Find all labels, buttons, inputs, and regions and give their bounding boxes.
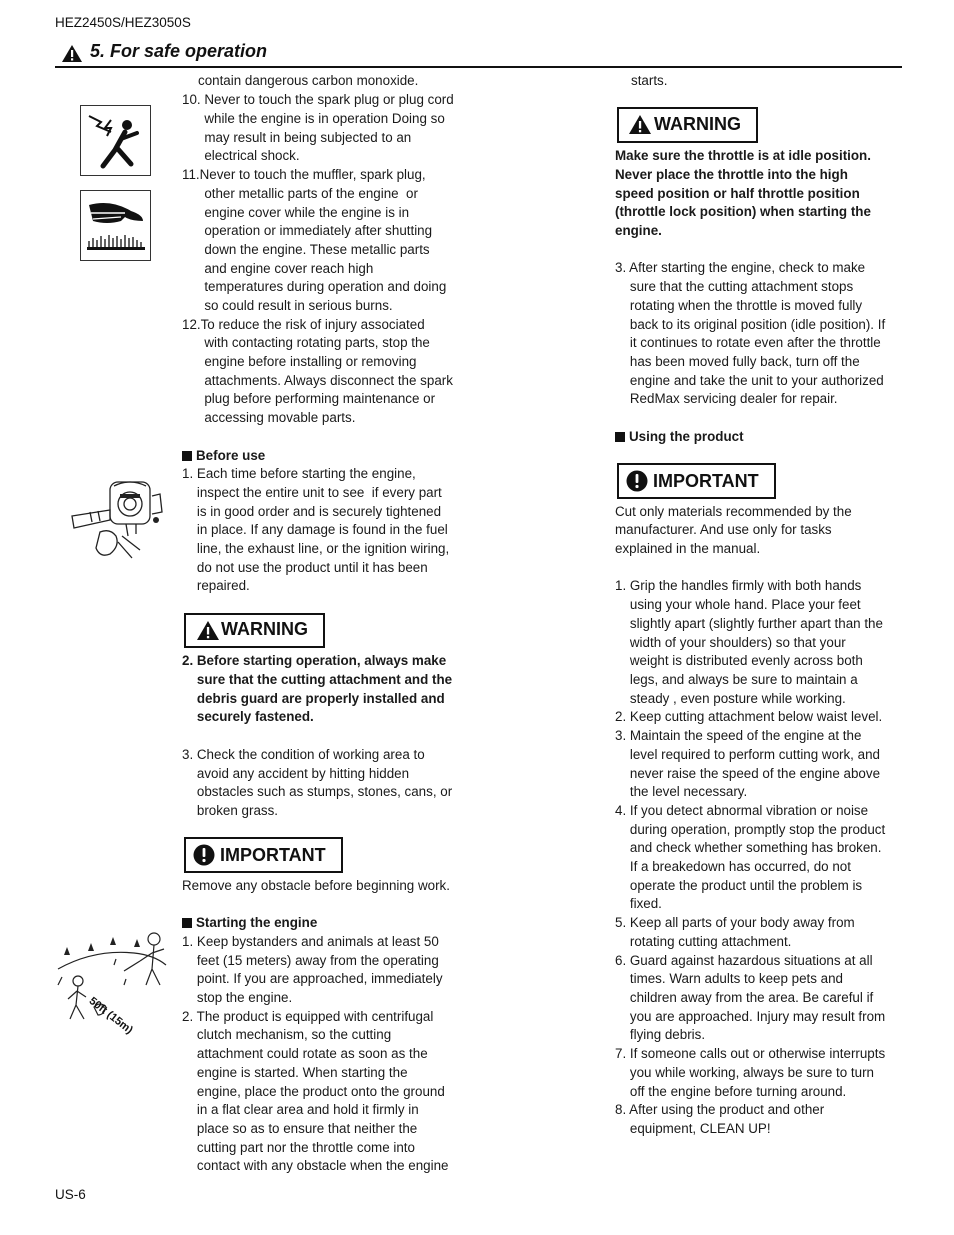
text-line: the level necessary. bbox=[615, 784, 748, 799]
text-line: 1. Grip the handles firmly with both hands bbox=[615, 578, 862, 593]
text-line: in place. If any damage is found in the fuel bbox=[182, 522, 448, 537]
bullet-square-icon bbox=[182, 918, 192, 928]
warning-text-line: speed position or half throttle position bbox=[615, 186, 860, 201]
text-line: repaired. bbox=[182, 578, 250, 593]
text-line: down the engine. These metallic parts bbox=[182, 242, 430, 257]
text-line: sure that the cutting attachment stops bbox=[615, 279, 854, 294]
warning-text-line: debris guard are properly installed and bbox=[182, 691, 445, 706]
text-line: contain dangerous carbon monoxide. bbox=[198, 73, 419, 88]
text-line: broken grass. bbox=[182, 803, 279, 818]
text-line: is in good order and is securely tightened bbox=[182, 504, 442, 519]
text-line: starts. bbox=[631, 73, 668, 88]
text-line: rotating when the throttle is moved fully bbox=[615, 298, 863, 313]
warning-triangle-icon bbox=[196, 620, 220, 641]
text-line: level required to perform cutting work, and bbox=[615, 747, 880, 762]
text-line: RedMax servicing dealer for repair. bbox=[615, 391, 838, 406]
text-line: legs, and always be sure to maintain a bbox=[615, 672, 858, 687]
text-line: back to its original position (idle position). If bbox=[615, 317, 886, 332]
model-number: HEZ2450S/HEZ3050S bbox=[55, 15, 191, 30]
section-title: 5. For safe operation bbox=[90, 41, 268, 61]
text-line: operation or immediately after shutting bbox=[182, 223, 433, 238]
text-line: If a breakedown has occurred, do not bbox=[615, 859, 851, 874]
bullet-square-icon bbox=[615, 432, 625, 442]
text-line: other metallic parts of the engine or bbox=[182, 186, 418, 201]
text-line: so could result in serious burns. bbox=[182, 298, 393, 313]
text-line: in a flat clear area and hold it firmly in bbox=[182, 1102, 419, 1117]
text-line: point. If you are approached, immediately bbox=[182, 971, 443, 986]
text-line: temperatures during operation and doing bbox=[182, 279, 447, 294]
text-line: 12.To reduce the risk of injury associated bbox=[182, 317, 425, 332]
text-line: 5. Keep all parts of your body away from bbox=[615, 915, 855, 930]
engine-inspection-illustration bbox=[70, 476, 166, 564]
text-line: during operation, promptly stop the product bbox=[615, 822, 886, 837]
text-line: while the engine is in operation Doing so bbox=[182, 111, 445, 126]
text-line: explained in the manual. bbox=[615, 541, 761, 556]
warning-label: WARNING bbox=[654, 114, 741, 134]
text-line: engine and take the unit to your authorized bbox=[615, 373, 884, 388]
text-line: 1. Keep bystanders and animals at least 50 bbox=[182, 934, 439, 949]
text-line: 3. Check the condition of working area to bbox=[182, 747, 425, 762]
hot-surface-hand-icon bbox=[81, 191, 150, 260]
text-line: engine cover while the engine is in bbox=[182, 205, 410, 220]
before-use-heading: Before use bbox=[182, 447, 265, 466]
text-line: using your whole hand. Place your feet bbox=[615, 597, 861, 612]
hot-surface-pictogram bbox=[80, 190, 151, 261]
warning-triangle-icon bbox=[61, 44, 83, 63]
important-label: IMPORTANT bbox=[220, 845, 326, 865]
important-text: Remove any obstacle before beginning work. bbox=[182, 878, 450, 893]
text-line: 10. Never to touch the spark plug or plug cord bbox=[182, 92, 454, 107]
text-line: 8. After using the product and other bbox=[615, 1102, 825, 1117]
text-line: weight is distributed evenly across both bbox=[615, 653, 863, 668]
text-line: width of your shoulders) so that your bbox=[615, 635, 846, 650]
text-line: engine is started. When starting the bbox=[182, 1065, 408, 1080]
text-line: 2. Keep cutting attachment below waist level. bbox=[615, 709, 883, 724]
text-line: Cut only materials recommended by the bbox=[615, 504, 852, 519]
text-line: attachment could rotate as soon as the bbox=[182, 1046, 428, 1061]
text-line: flying debris. bbox=[615, 1027, 706, 1042]
important-label: IMPORTANT bbox=[653, 471, 759, 491]
warning-text-line: Never place the throttle into the high bbox=[615, 167, 848, 182]
text-line: off the engine before turning around. bbox=[615, 1084, 847, 1099]
text-line: operate the product until the problem is bbox=[615, 878, 863, 893]
text-line: has been moved fully back, turn off the bbox=[615, 354, 860, 369]
text-line: do not use the product until it has been bbox=[182, 560, 428, 575]
starting-engine-heading: Starting the engine bbox=[182, 914, 317, 933]
warning-text-line: sure that the cutting attachment and the bbox=[182, 672, 453, 687]
text-line: 11.Never to touch the muffler, spark plug, bbox=[182, 167, 426, 182]
electric-shock-pictogram bbox=[80, 105, 151, 176]
text-line: manufacturer. And use only for tasks bbox=[615, 522, 832, 537]
text-line: it continues to rotate even after the throttle bbox=[615, 335, 881, 350]
text-line: avoid any accident by hitting hidden bbox=[182, 766, 410, 781]
text-line: inspect the entire unit to see if every part bbox=[182, 485, 442, 500]
warning-text-line: (throttle lock position) when starting the bbox=[615, 204, 871, 219]
text-line: accessing movable parts. bbox=[182, 410, 356, 425]
text-line: contact with any obstacle when the engine bbox=[182, 1158, 449, 1173]
text-line: 3. Maintain the speed of the engine at the bbox=[615, 728, 862, 743]
text-line: times. Warn adults to keep pets and bbox=[615, 971, 844, 986]
text-line: plug before performing maintenance or bbox=[182, 391, 436, 406]
text-line: fixed. bbox=[615, 896, 662, 911]
text-line: engine before installing or removing bbox=[182, 354, 417, 369]
text-line: place so as to ensure that neither the bbox=[182, 1121, 418, 1136]
text-line: obstacles such as stumps, stones, cans, or bbox=[182, 784, 453, 799]
text-line: 3. After starting the engine, check to make bbox=[615, 260, 866, 275]
text-line: and engine cover reach high bbox=[182, 261, 374, 276]
exclamation-circle-icon bbox=[626, 470, 648, 492]
warning-text-line: engine. bbox=[615, 223, 662, 238]
text-line: steady , even posture while working. bbox=[615, 691, 846, 706]
text-line: 2. The product is equipped with centrifugal bbox=[182, 1009, 434, 1024]
text-line: 4. If you detect abnormal vibration or noise bbox=[615, 803, 869, 818]
text-line: you while working, always be sure to turn bbox=[615, 1065, 875, 1080]
warning-label: WARNING bbox=[221, 619, 308, 639]
text-line: cutting part nor the throttle come into bbox=[182, 1140, 415, 1155]
text-line: slightly apart (slightly further apart than the bbox=[615, 616, 883, 631]
text-line: 1. Each time before starting the engine, bbox=[182, 466, 416, 481]
text-line: line, the exhaust line, or the ignition wiring, bbox=[182, 541, 450, 556]
text-line: 6. Guard against hazardous situations at all bbox=[615, 953, 873, 968]
text-line: with contacting rotating parts, stop the bbox=[182, 335, 430, 350]
page-number: US-6 bbox=[55, 1187, 86, 1202]
bullet-square-icon bbox=[182, 451, 192, 461]
bystander-distance-illustration bbox=[54, 925, 170, 1037]
text-line: engine, place the product onto the ground bbox=[182, 1084, 445, 1099]
text-line: rotating cutting attachment. bbox=[615, 934, 792, 949]
warning-triangle-icon bbox=[628, 114, 652, 135]
text-line: 7. If someone calls out or otherwise interrupts bbox=[615, 1046, 886, 1061]
text-line: stop the engine. bbox=[182, 990, 293, 1005]
warning-text-line: 2. Before starting operation, always make bbox=[182, 653, 447, 668]
text-line: may result in being subjected to an bbox=[182, 130, 412, 145]
text-line: electrical shock. bbox=[182, 148, 300, 163]
text-line: feet (15 meters) away from the operating bbox=[182, 953, 439, 968]
warning-text-line: Make sure the throttle is at idle position. bbox=[615, 148, 871, 163]
distance-label: 50ft (15m) bbox=[86, 995, 135, 1037]
warning-text-line: securely fastened. bbox=[182, 709, 314, 724]
using-product-heading: Using the product bbox=[615, 428, 744, 447]
text-line: you are approached. Injury may result from bbox=[615, 1009, 886, 1024]
exclamation-circle-icon bbox=[193, 844, 215, 866]
text-line: children away from the area. Be careful if bbox=[615, 990, 874, 1005]
text-line: equipment, CLEAN UP! bbox=[615, 1121, 771, 1136]
text-line: and check whether something has broken. bbox=[615, 840, 882, 855]
text-line: never raise the speed of the engine above bbox=[615, 766, 881, 781]
electric-shock-icon bbox=[81, 106, 150, 175]
text-line: clutch mechanism, so the cutting bbox=[182, 1027, 392, 1042]
text-line: attachments. Always disconnect the spark bbox=[182, 373, 453, 388]
